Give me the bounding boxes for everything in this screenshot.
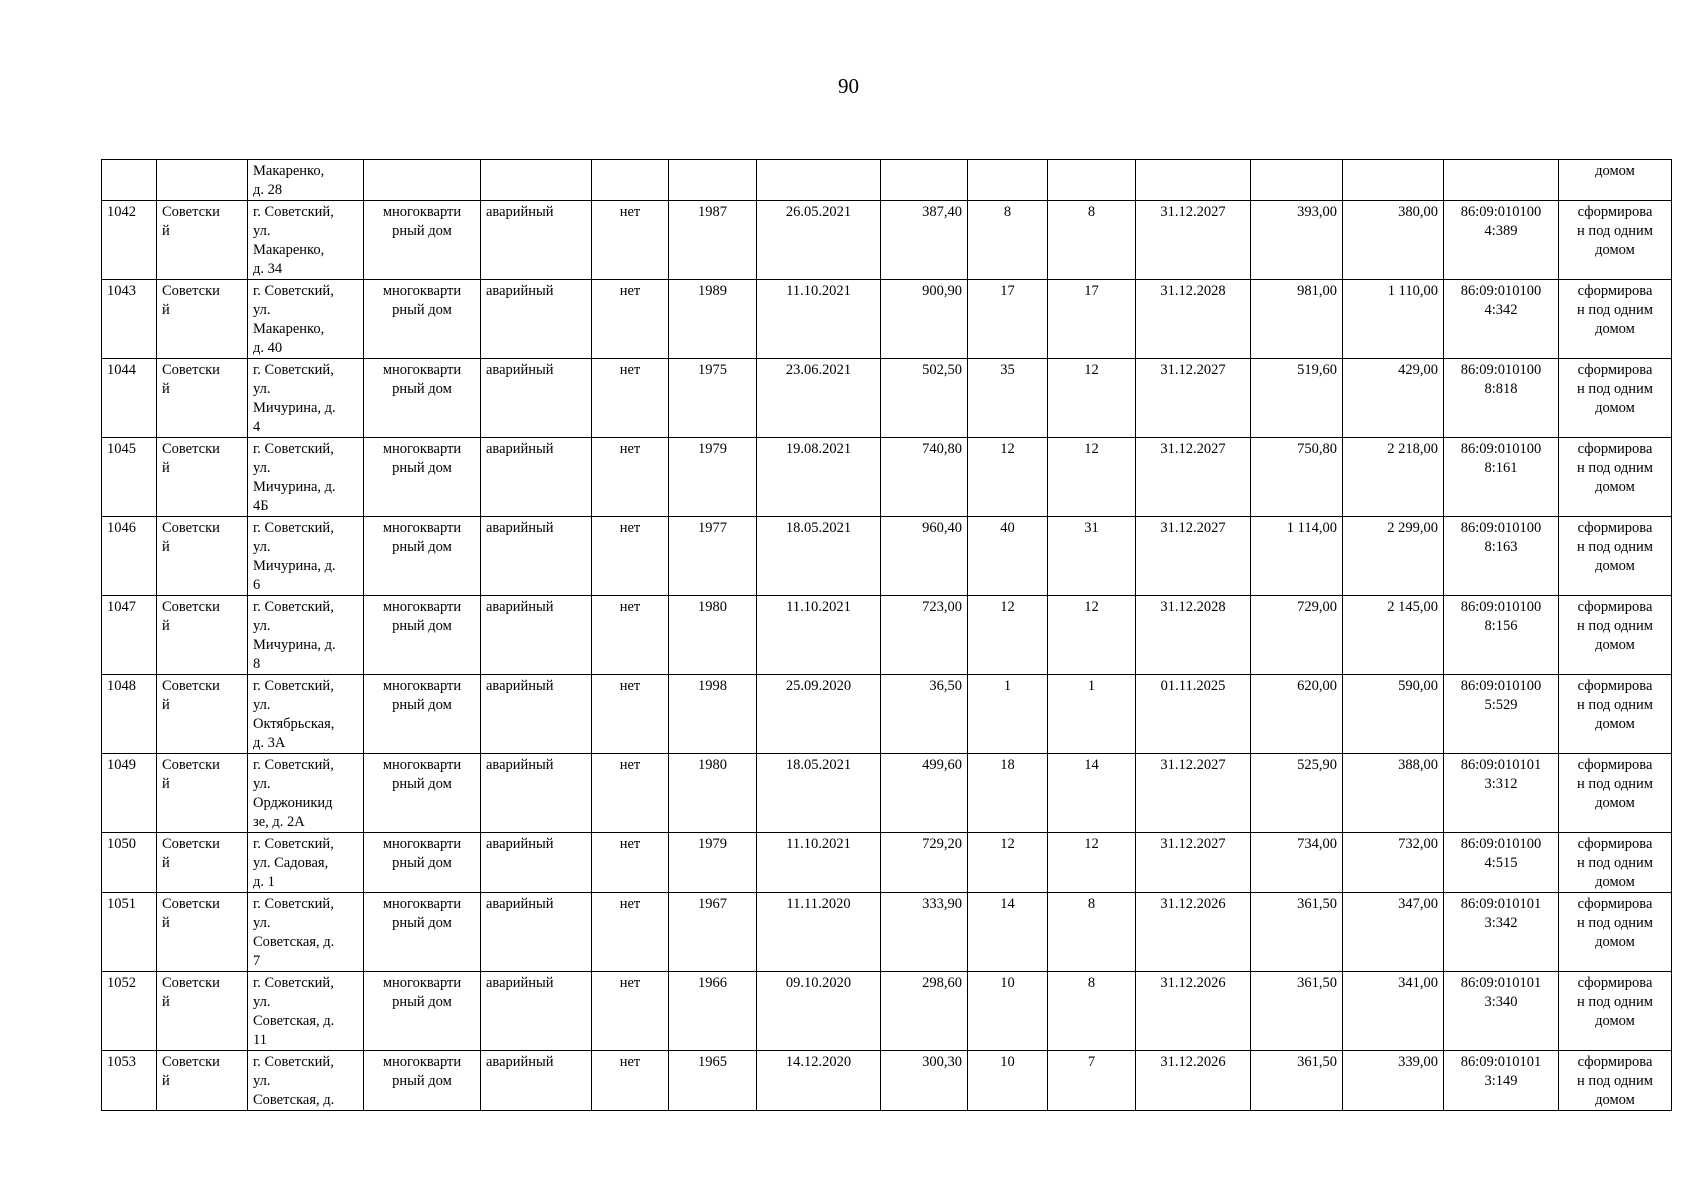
cell-deadline: 31.12.2026 [1136,972,1251,1051]
cell-address: г. Советский, ул. Макаренко, д. 34 [248,201,364,280]
cell-deadline: 31.12.2027 [1136,438,1251,517]
cell-land: 2 218,00 [1343,438,1444,517]
cell-flag: нет [592,517,669,596]
cell-note: сформирова н под одним домом [1559,201,1672,280]
cell-count2: 8 [1048,201,1136,280]
cell-count1: 1 [968,675,1048,754]
table-row [102,754,1672,833]
cell-flag: нет [592,1051,669,1111]
cell-note: сформирова н под одним домом [1559,833,1672,893]
cell-num [102,160,157,201]
cell-area: 387,40 [881,201,968,280]
cell-flag: нет [592,675,669,754]
cell-type: многокварти рный дом [364,754,481,833]
cell-year: 1977 [669,517,757,596]
cell-land: 380,00 [1343,201,1444,280]
cell-area2: 361,50 [1251,893,1343,972]
cell-count2: 12 [1048,438,1136,517]
cell-area2: 361,50 [1251,972,1343,1051]
cell-count2: 8 [1048,893,1136,972]
cell-count2 [1048,160,1136,201]
cell-year: 1987 [669,201,757,280]
cell-district: Советски й [157,675,248,754]
cell-area2: 750,80 [1251,438,1343,517]
cell-flag: нет [592,596,669,675]
table-row [102,280,1672,359]
cell-type: многокварти рный дом [364,972,481,1051]
cell-year: 1979 [669,833,757,893]
cell-district: Советски й [157,596,248,675]
cell-note: сформирова н под одним домом [1559,438,1672,517]
cell-address: г. Советский, ул. Октябрьская, д. 3А [248,675,364,754]
cell-year: 1975 [669,359,757,438]
cell-count2: 14 [1048,754,1136,833]
cell-deadline: 31.12.2027 [1136,201,1251,280]
cell-num: 1047 [102,596,157,675]
cell-area: 300,30 [881,1051,968,1111]
cell-address: г. Советский, ул. Мичурина, д. 6 [248,517,364,596]
cell-area2 [1251,160,1343,201]
cell-year: 1998 [669,675,757,754]
cell-area [881,160,968,201]
cell-district: Советски й [157,1051,248,1111]
table-row [102,972,1672,1051]
cell-address: г. Советский, ул. Советская, д. 11 [248,972,364,1051]
cell-area2: 393,00 [1251,201,1343,280]
cell-flag: нет [592,754,669,833]
cell-deadline: 31.12.2028 [1136,280,1251,359]
cell-date [757,160,881,201]
cell-deadline: 31.12.2027 [1136,517,1251,596]
cell-area2: 620,00 [1251,675,1343,754]
cell-count2: 7 [1048,1051,1136,1111]
cell-deadline [1136,160,1251,201]
cell-status: аварийный [481,893,592,972]
cell-district: Советски й [157,280,248,359]
cell-address: Макаренко, д. 28 [248,160,364,201]
cell-deadline: 31.12.2027 [1136,833,1251,893]
cell-date: 23.06.2021 [757,359,881,438]
cell-date: 11.10.2021 [757,280,881,359]
cell-address: г. Советский, ул. Орджоникид зе, д. 2А [248,754,364,833]
cell-num: 1046 [102,517,157,596]
cell-count1: 10 [968,1051,1048,1111]
cell-note: сформирова н под одним домом [1559,893,1672,972]
cell-land: 429,00 [1343,359,1444,438]
cell-flag: нет [592,359,669,438]
cell-count1: 40 [968,517,1048,596]
cell-cadastral: 86:09:010100 8:161 [1444,438,1559,517]
cell-area2: 981,00 [1251,280,1343,359]
cell-status: аварийный [481,596,592,675]
cell-address: г. Советский, ул. Мичурина, д. 8 [248,596,364,675]
cell-area2: 1 114,00 [1251,517,1343,596]
cell-land: 2 145,00 [1343,596,1444,675]
cell-address: г. Советский, ул. Мичурина, д. 4 [248,359,364,438]
cell-note: сформирова н под одним домом [1559,1051,1672,1111]
cell-date: 25.09.2020 [757,675,881,754]
cell-note: сформирова н под одним домом [1559,675,1672,754]
cell-count1: 10 [968,972,1048,1051]
table-row [102,201,1672,280]
cell-status: аварийный [481,517,592,596]
cell-flag: нет [592,972,669,1051]
cell-num: 1053 [102,1051,157,1111]
cell-num: 1050 [102,833,157,893]
cell-district: Советски й [157,893,248,972]
cell-district: Советски й [157,359,248,438]
cell-cadastral: 86:09:010101 3:342 [1444,893,1559,972]
cell-num: 1044 [102,359,157,438]
cell-num: 1043 [102,280,157,359]
cell-year [669,160,757,201]
cell-area: 333,90 [881,893,968,972]
cell-year: 1979 [669,438,757,517]
cell-flag: нет [592,280,669,359]
cell-date: 14.12.2020 [757,1051,881,1111]
cell-count1: 12 [968,438,1048,517]
cell-note: сформирова н под одним домом [1559,359,1672,438]
cell-type: многокварти рный дом [364,675,481,754]
cell-cadastral: 86:09:010101 3:340 [1444,972,1559,1051]
cell-type: многокварти рный дом [364,201,481,280]
cell-deadline: 31.12.2028 [1136,596,1251,675]
cell-date: 11.10.2021 [757,596,881,675]
cell-note: домом [1559,160,1672,201]
cell-flag: нет [592,893,669,972]
cell-district [157,160,248,201]
cell-deadline: 31.12.2026 [1136,893,1251,972]
table-row [102,160,1672,201]
cell-date: 18.05.2021 [757,754,881,833]
cell-count1: 8 [968,201,1048,280]
cell-deadline: 31.12.2027 [1136,754,1251,833]
cell-status: аварийный [481,972,592,1051]
cell-land: 388,00 [1343,754,1444,833]
cell-type: многокварти рный дом [364,438,481,517]
cell-area2: 729,00 [1251,596,1343,675]
cell-count2: 12 [1048,833,1136,893]
cell-note: сформирова н под одним домом [1559,517,1672,596]
cell-year: 1980 [669,754,757,833]
cell-date: 26.05.2021 [757,201,881,280]
cell-land: 2 299,00 [1343,517,1444,596]
table-row [102,675,1672,754]
cell-type: многокварти рный дом [364,1051,481,1111]
cell-area: 960,40 [881,517,968,596]
cell-status: аварийный [481,754,592,833]
cell-date: 18.05.2021 [757,517,881,596]
cell-flag [592,160,669,201]
cell-land: 347,00 [1343,893,1444,972]
cell-status: аварийный [481,201,592,280]
cell-type: многокварти рный дом [364,280,481,359]
cell-area2: 519,60 [1251,359,1343,438]
cell-land: 341,00 [1343,972,1444,1051]
cell-area: 502,50 [881,359,968,438]
cell-num: 1052 [102,972,157,1051]
cell-district: Советски й [157,201,248,280]
cell-status [481,160,592,201]
cell-flag: нет [592,833,669,893]
cell-address: г. Советский, ул. Советская, д. 7 [248,893,364,972]
cell-count2: 31 [1048,517,1136,596]
cell-date: 11.11.2020 [757,893,881,972]
cell-year: 1967 [669,893,757,972]
cell-cadastral: 86:09:010100 8:818 [1444,359,1559,438]
cell-district: Советски й [157,438,248,517]
cell-district: Советски й [157,517,248,596]
table-row [102,359,1672,438]
cell-deadline: 31.12.2027 [1136,359,1251,438]
cell-num: 1042 [102,201,157,280]
cell-count2: 12 [1048,596,1136,675]
cell-count1: 12 [968,596,1048,675]
cell-area: 499,60 [881,754,968,833]
cell-note: сформирова н под одним домом [1559,972,1672,1051]
cell-date: 09.10.2020 [757,972,881,1051]
cell-area: 729,20 [881,833,968,893]
cell-year: 1966 [669,972,757,1051]
cell-count1: 18 [968,754,1048,833]
cell-cadastral: 86:09:010100 4:515 [1444,833,1559,893]
cell-count1: 35 [968,359,1048,438]
cell-num: 1051 [102,893,157,972]
cell-address: г. Советский, ул. Советская, д. [248,1051,364,1111]
cell-district: Советски й [157,972,248,1051]
cell-area: 740,80 [881,438,968,517]
cell-count1: 17 [968,280,1048,359]
cell-count1: 14 [968,893,1048,972]
table-row [102,893,1672,972]
cell-count2: 8 [1048,972,1136,1051]
cell-type: многокварти рный дом [364,359,481,438]
cell-land [1343,160,1444,201]
table-row [102,517,1672,596]
cell-cadastral: 86:09:010100 4:342 [1444,280,1559,359]
page-number: 90 [838,74,859,98]
cell-note: сформирова н под одним домом [1559,280,1672,359]
table-row [102,438,1672,517]
cell-flag: нет [592,438,669,517]
cell-status: аварийный [481,675,592,754]
cell-cadastral: 86:09:010100 4:389 [1444,201,1559,280]
table-row [102,1051,1672,1111]
cell-cadastral: 86:09:010100 8:163 [1444,517,1559,596]
cell-num: 1048 [102,675,157,754]
table-row [102,596,1672,675]
cell-land: 732,00 [1343,833,1444,893]
cell-address: г. Советский, ул. Макаренко, д. 40 [248,280,364,359]
cell-year: 1980 [669,596,757,675]
cell-deadline: 31.12.2026 [1136,1051,1251,1111]
cell-area: 298,60 [881,972,968,1051]
cell-num: 1045 [102,438,157,517]
cell-address: г. Советский, ул. Садовая, д. 1 [248,833,364,893]
cell-type [364,160,481,201]
cell-area2: 734,00 [1251,833,1343,893]
cell-land: 590,00 [1343,675,1444,754]
cell-deadline: 01.11.2025 [1136,675,1251,754]
cell-type: многокварти рный дом [364,893,481,972]
cell-cadastral: 86:09:010101 3:312 [1444,754,1559,833]
cell-land: 1 110,00 [1343,280,1444,359]
cell-type: многокварти рный дом [364,596,481,675]
cell-cadastral: 86:09:010100 5:529 [1444,675,1559,754]
cell-count2: 12 [1048,359,1136,438]
cell-cadastral: 86:09:010100 8:156 [1444,596,1559,675]
table-row [102,833,1672,893]
cell-num: 1049 [102,754,157,833]
cell-address: г. Советский, ул. Мичурина, д. 4Б [248,438,364,517]
cell-year: 1989 [669,280,757,359]
cell-year: 1965 [669,1051,757,1111]
cell-date: 19.08.2021 [757,438,881,517]
cell-land: 339,00 [1343,1051,1444,1111]
cell-cadastral: 86:09:010101 3:149 [1444,1051,1559,1111]
cell-count2: 17 [1048,280,1136,359]
housing-registry-table [101,159,1672,1111]
cell-flag: нет [592,201,669,280]
cell-count1: 12 [968,833,1048,893]
cell-status: аварийный [481,438,592,517]
cell-status: аварийный [481,1051,592,1111]
cell-area2: 525,90 [1251,754,1343,833]
cell-status: аварийный [481,280,592,359]
cell-date: 11.10.2021 [757,833,881,893]
cell-district: Советски й [157,833,248,893]
cell-count1 [968,160,1048,201]
cell-status: аварийный [481,833,592,893]
cell-count2: 1 [1048,675,1136,754]
cell-note: сформирова н под одним домом [1559,596,1672,675]
cell-status: аварийный [481,359,592,438]
cell-type: многокварти рный дом [364,517,481,596]
cell-type: многокварти рный дом [364,833,481,893]
cell-area: 900,90 [881,280,968,359]
cell-note: сформирова н под одним домом [1559,754,1672,833]
cell-cadastral [1444,160,1559,201]
cell-area2: 361,50 [1251,1051,1343,1111]
cell-area: 36,50 [881,675,968,754]
cell-area: 723,00 [881,596,968,675]
cell-district: Советски й [157,754,248,833]
